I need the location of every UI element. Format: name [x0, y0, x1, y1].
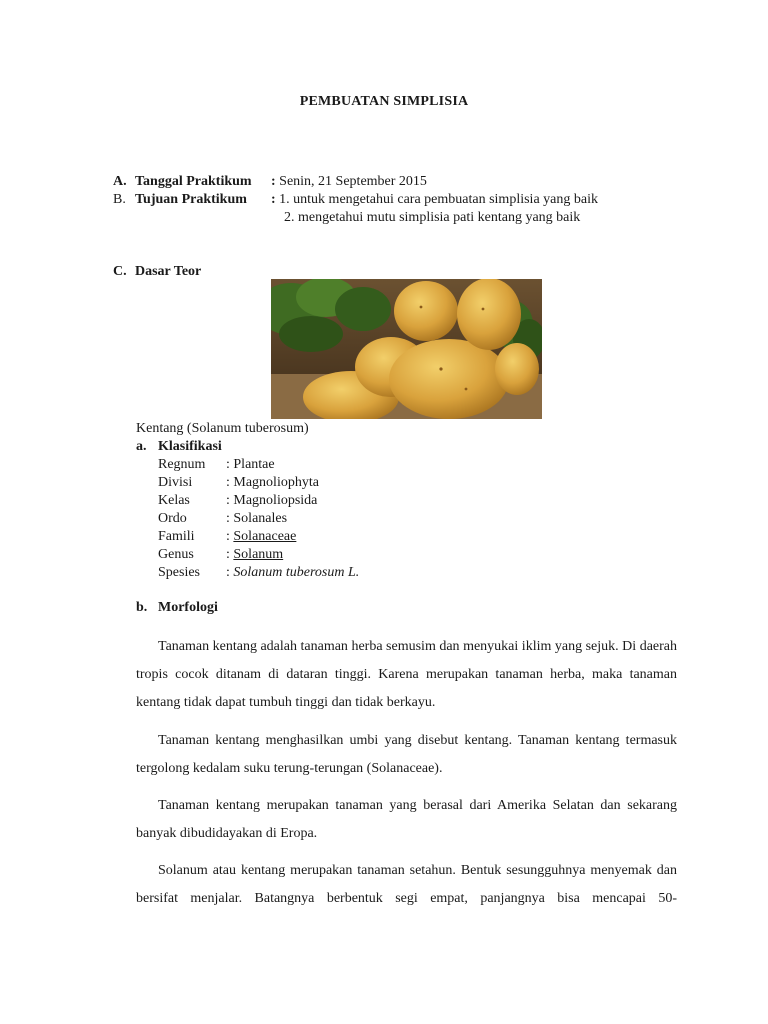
colon: :	[226, 547, 234, 562]
klasifikasi-key: Kelas	[158, 493, 190, 508]
section-b-label: Tujuan Praktikum	[135, 192, 247, 207]
document-title: PEMBUATAN SIMPLISIA	[299, 94, 469, 109]
morfologi-paragraph: Tanaman kentang adalah tanaman herba semusim dan menyukai iklim yang sejuk. Di daerah tropis cocok ditanam di dataran tinggi. Karena merupakan tanaman herba, maka tanaman kentang tidak dapat tumbuh tinggi dan tidak berkayu.	[136, 639, 677, 710]
section-c-label: Dasar Teor	[135, 264, 202, 279]
klasifikasi-value: : Plantae	[226, 457, 275, 472]
section-a-colon: :	[271, 174, 276, 189]
genus-value: Solanum	[233, 547, 284, 562]
klasifikasi-key: Famili	[158, 529, 195, 544]
klasifikasi-key: Spesies	[158, 565, 200, 580]
section-a-value: Senin, 21 September 2015	[279, 174, 427, 189]
photo-caption: Kentang (Solanum tuberosum)	[136, 421, 309, 436]
colon: :	[226, 565, 234, 580]
section-b-item: 1. untuk mengetahui cara pembuatan simplisia yang baik	[279, 192, 598, 207]
potato-photo	[271, 279, 542, 419]
section-a-label: Tanggal Praktikum	[135, 174, 252, 189]
section-a	[113, 173, 427, 191]
klasifikasi-value: : Magnoliopsida	[226, 493, 318, 508]
morfologi-paragraph: Tanaman kentang menghasilkan umbi yang disebut kentang. Tanaman kentang termasuk tergolong kedalam suku terung-terungan (Solanaceae).	[136, 733, 677, 776]
spesies-value: Solanum tuberosum L.	[233, 565, 360, 580]
section-b	[113, 191, 598, 209]
klasifikasi-value	[226, 546, 283, 564]
famili-value: Solanaceae	[233, 529, 297, 544]
klasifikasi-value: : Magnoliophyta	[226, 475, 319, 490]
klasifikasi-heading: Klasifikasi	[158, 439, 222, 454]
klasifikasi-key: Regnum	[158, 457, 206, 472]
klasifikasi-heading-row	[136, 438, 222, 456]
section-b-marker: B.	[113, 192, 126, 207]
klasifikasi-key: Genus	[158, 547, 194, 562]
klasifikasi-value: : Solanales	[226, 511, 288, 526]
morfologi-heading-row	[136, 599, 218, 617]
klasifikasi-key: Ordo	[158, 511, 187, 526]
klasifikasi-marker: a.	[136, 439, 147, 454]
section-c	[113, 263, 201, 281]
section-b-colon: :	[271, 192, 276, 207]
colon: :	[226, 529, 234, 544]
morfologi-paragraph: Tanaman kentang merupakan tanaman yang berasal dari Amerika Selatan dan sekarang banyak dibudidayakan di Eropa.	[136, 798, 677, 841]
section-b-item: 2. mengetahui mutu simplisia pati kentang yang baik	[284, 210, 581, 225]
section-c-marker: C.	[113, 264, 127, 279]
morfologi-heading: Morfologi	[158, 600, 218, 615]
klasifikasi-value	[226, 528, 296, 546]
klasifikasi-key: Divisi	[158, 475, 193, 490]
morfologi-marker: b.	[136, 600, 148, 615]
morfologi-paragraph: Solanum atau kentang merupakan tanaman setahun. Bentuk sesungguhnya menyemak dan bersifat menjalar. Batangnya berbentuk segi empat, panjangnya bisa mencapai 50-	[136, 863, 677, 906]
klasifikasi-value	[226, 564, 359, 582]
section-a-marker: A.	[113, 174, 127, 189]
